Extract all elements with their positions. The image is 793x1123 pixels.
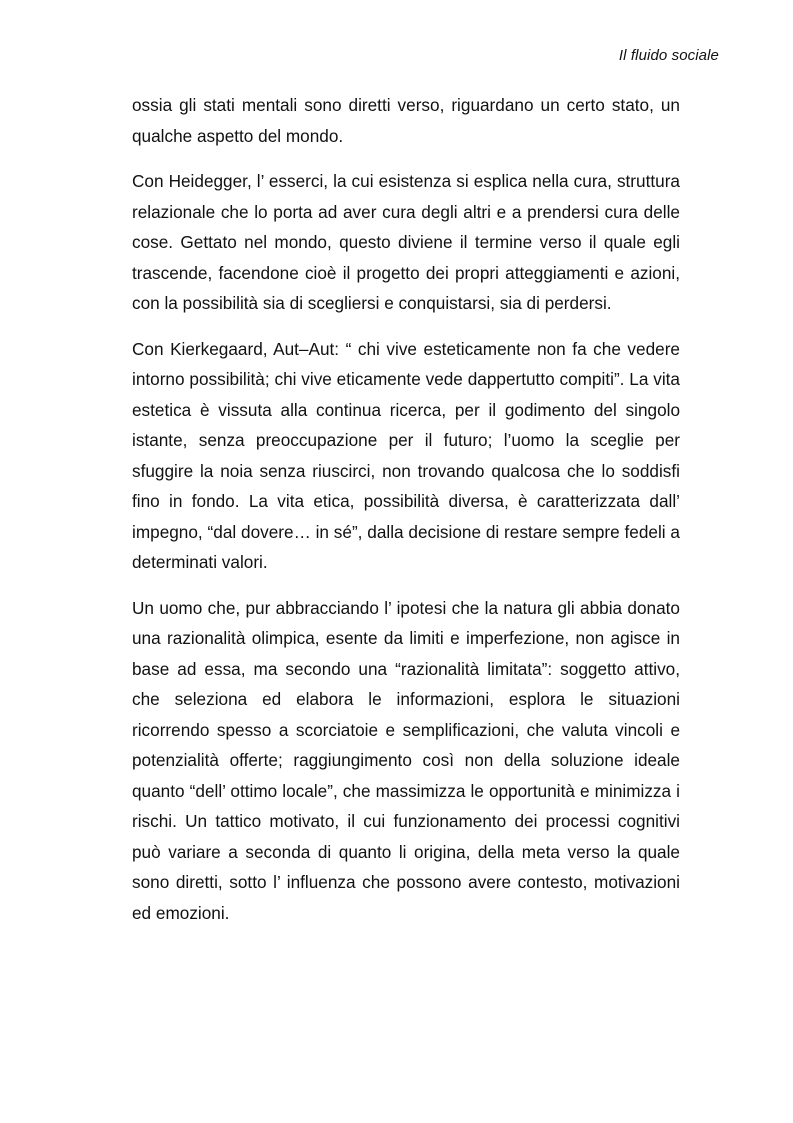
paragraph-intentionality: ossia gli stati mentali sono diretti verso, riguardano un certo stato, un qualche aspetto del mondo. [132, 95, 680, 146]
running-header: Il fluido sociale [618, 47, 719, 64]
paragraph-kierkegaard: Con Kierkegaard, Aut–Aut: “ chi vive esteticamente non fa che vedere intorno possibilità; chi vive eticamente vede dappertutto compiti”. La vita estetica è vissuta alla continua ricerca, per il godimento del singolo istante, senza preoccupazione per il futuro; l’uomo la sceglie per sfuggire la noia senza riuscirci, non trovando qualcosa che lo soddisfi fino in fondo. La vita etica, possibilità diversa, è caratterizzata dall’ impegno, “dal dovere… in sé”, dalla decisione di restare sempre fedeli a determinati valori. [132, 338, 680, 572]
paragraph-heidegger: Con Heidegger, l’ esserci, la cui esistenza si esplica nella cura, struttura relazionale che lo porta ad aver cura degli altri e a prendersi cura delle cose. Gettato nel mondo, questo diviene il termine verso il quale egli trascende, facendone cioè il progetto dei propri atteggiamenti e azioni, con la possibilità sia di scegliersi e conquistarsi, sia di perdersi. [132, 171, 680, 313]
body-text [132, 90, 680, 943]
paragraph-bounded-rationality: Un uomo che, pur abbracciando l’ ipotesi che la natura gli abbia donato una razionalità olimpica, esente da limiti e imperfezione, non agisce in base ad essa, ma secondo una “razionalità limitata”: soggetto attivo, che seleziona ed elabora le informazioni, esplora le situazioni ricorrendo spesso a scorciatoie e semplificazioni, che valuta vincoli e potenzialità offerte; raggiungimento così non della soluzione ideale quanto “dell’ ottimo locale”, che massimizza le opportunità e minimizza i rischi. Un tattico motivato, il cui funzionamento dei processi cognitivi può variare a seconda di quanto li origina, della meta verso la quale sono diretti, sotto l’ influenza che possono avere contesto, motivazioni ed emozioni. [132, 597, 680, 923]
